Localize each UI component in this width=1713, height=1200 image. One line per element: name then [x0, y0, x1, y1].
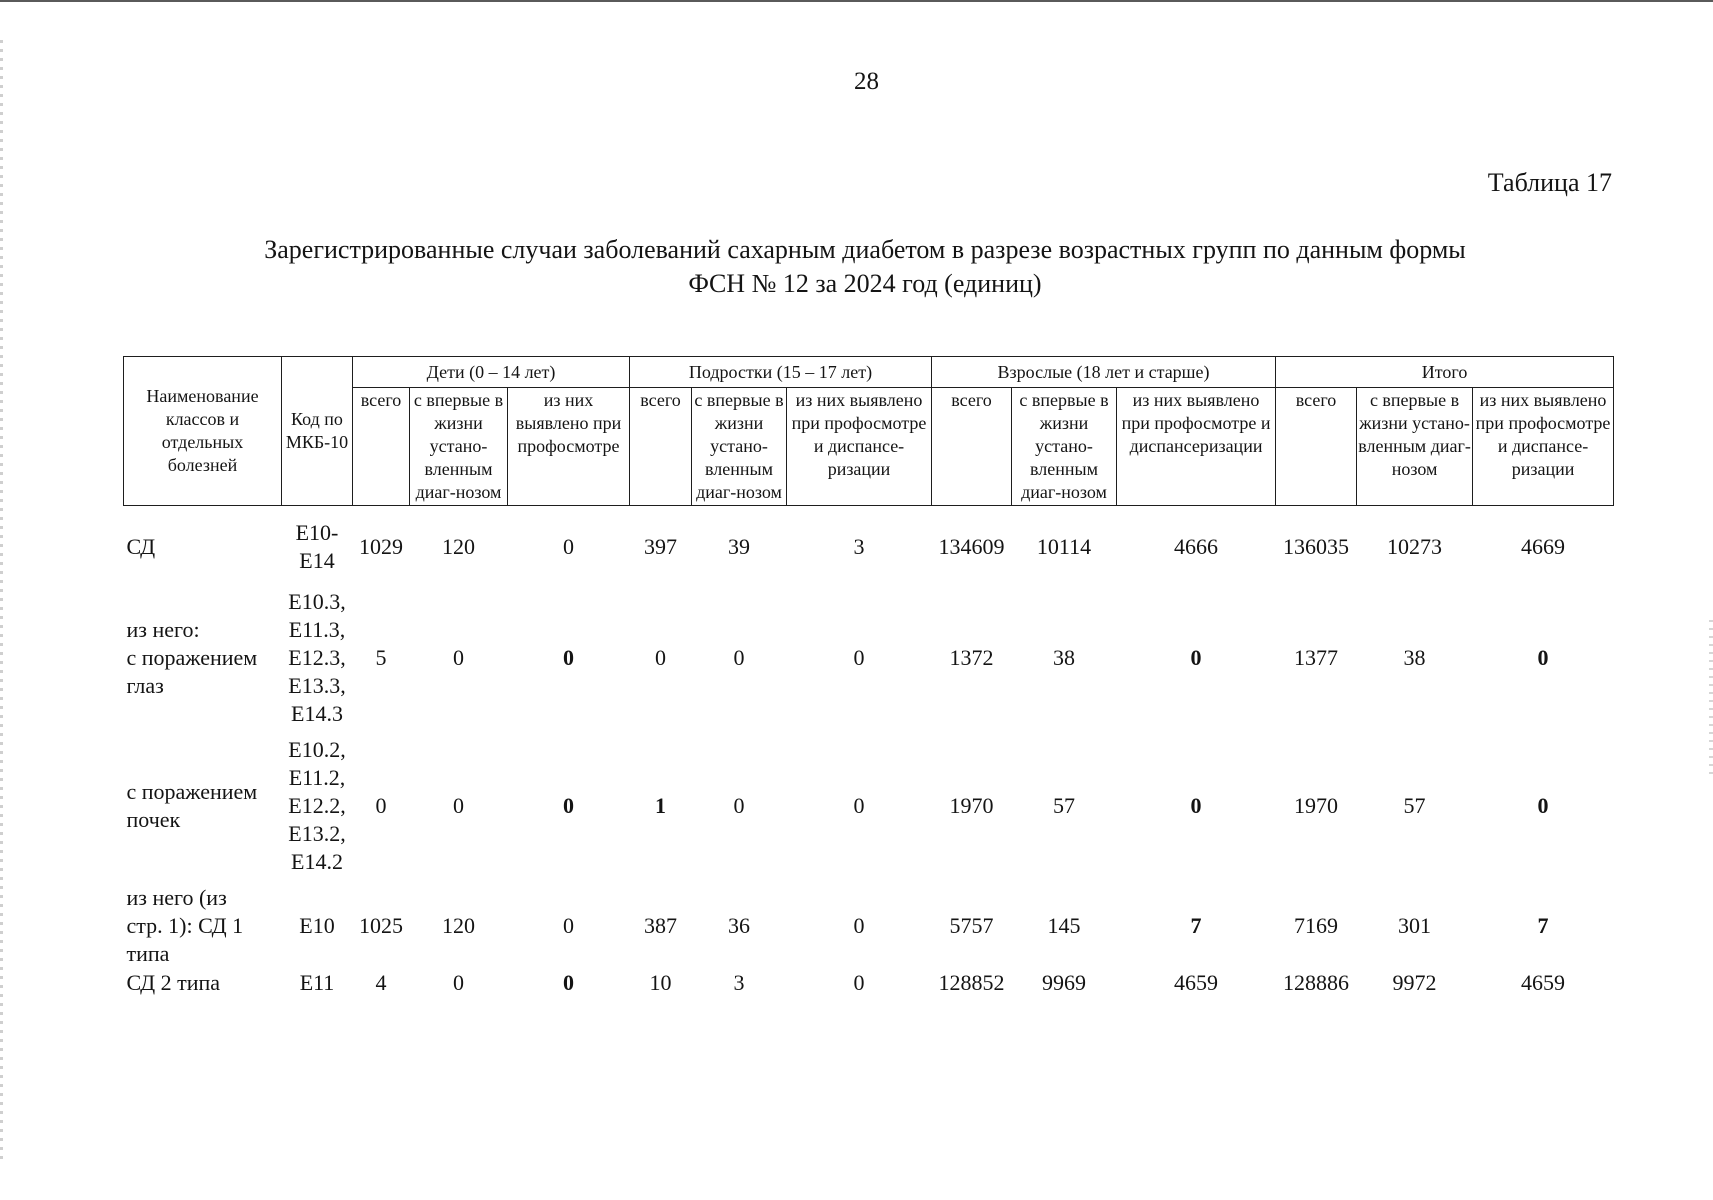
value-cell: 1372	[949, 645, 994, 670]
value-cell: 4659	[1174, 970, 1219, 995]
row-name: из него (из стр. 1): СД 1 типа	[126, 885, 244, 966]
value-cell: 10	[649, 970, 672, 995]
value-cell: 387	[644, 913, 677, 938]
value-cell: 5757	[949, 913, 994, 938]
table-row	[124, 506, 1614, 589]
statistics-table	[123, 356, 1614, 997]
header-group-adults: Взрослые (18 лет и старше)	[932, 357, 1276, 388]
value-cell: 145	[1047, 913, 1081, 938]
table-row	[124, 588, 1614, 728]
value-cell: 1	[655, 792, 666, 818]
row-code: E10.3, E11.3, E12.3, E13.3, E14.3	[288, 589, 346, 726]
subheader-first-diagnosed: с впервые в жизни устано-вленным диаг-нозом	[1357, 388, 1473, 506]
value-cell: 3	[733, 970, 745, 995]
value-cell: 120	[442, 913, 475, 938]
value-cell: 0	[453, 970, 464, 995]
subheader-checkup: из них выявлено при профосмотре и диспансе-ризации	[787, 388, 932, 506]
value-cell: 39	[728, 534, 750, 559]
value-cell: 0	[1537, 645, 1549, 670]
value-cell: 0	[853, 970, 865, 995]
value-cell: 0	[453, 645, 464, 670]
value-cell: 128852	[938, 970, 1005, 995]
header-row-groups	[124, 357, 1614, 388]
table-row	[124, 969, 1614, 997]
value-cell: 36	[728, 913, 750, 938]
value-cell: 7	[1537, 913, 1549, 938]
value-cell: 10114	[1036, 534, 1092, 559]
value-cell: 136035	[1283, 534, 1350, 559]
value-cell: 0	[453, 792, 464, 818]
value-cell: 4	[375, 970, 387, 995]
value-cell: 1025	[359, 913, 403, 938]
value-cell: 4666	[1174, 534, 1219, 559]
header-code: Код по МКБ-10	[282, 357, 353, 506]
value-cell: 0	[563, 534, 574, 559]
value-cell: 1029	[359, 534, 403, 559]
value-cell: 9972	[1392, 970, 1437, 995]
value-cell: 0	[655, 645, 666, 670]
value-cell: 134609	[938, 534, 1005, 559]
value-cell: 7	[1190, 913, 1202, 938]
row-code: E10	[299, 913, 335, 938]
value-cell: 10273	[1387, 534, 1443, 559]
value-cell: 57	[1403, 792, 1426, 818]
value-cell: 0	[563, 792, 574, 818]
row-name: из него: с поражением глаз	[126, 617, 258, 698]
subheader-checkup: из них выявлено при профосмотре	[508, 388, 630, 506]
value-cell: 0	[733, 645, 745, 670]
subheader-first-diagnosed: с впервые в жизни устано-вленным диаг-нозом	[692, 388, 787, 506]
value-cell: 1970	[1294, 792, 1339, 818]
value-cell: 7169	[1294, 913, 1339, 938]
value-cell: 0	[853, 913, 865, 938]
value-cell: 0	[563, 645, 574, 670]
subheader-checkup: из них выявлено при профосмотре и диспансеризации	[1117, 388, 1276, 506]
scan-edge	[1709, 620, 1713, 780]
subheader-first-diagnosed: с впервые в жизни устано-вленным диаг-нозом	[1012, 388, 1117, 506]
subheader-checkup: из них выявлено при профосмотре и диспансе-ризации	[1473, 388, 1614, 506]
header-group-children: Дети (0 – 14 лет)	[353, 357, 630, 388]
value-cell: 57	[1053, 792, 1076, 818]
table-row	[124, 883, 1614, 969]
value-cell: 0	[375, 792, 387, 818]
row-code: E10.2, E11.2, E12.2, E13.2, E14.2	[288, 736, 346, 874]
scan-edge	[0, 0, 1713, 2]
row-code: E10- E14	[295, 520, 339, 573]
header-group-total: Итого	[1276, 357, 1614, 388]
value-cell: 0	[563, 970, 574, 995]
row-name: СД 2 типа	[126, 970, 221, 995]
row-code: E11	[299, 970, 335, 995]
header-name: Наименование классов и отдельных болезней	[124, 357, 282, 506]
value-cell: 9969	[1042, 970, 1087, 995]
value-cell: 1970	[949, 792, 994, 818]
value-cell: 120	[442, 534, 475, 559]
scan-edge	[0, 40, 3, 1160]
value-cell: 0	[1190, 792, 1202, 818]
subheader-total: всего	[353, 388, 410, 506]
value-cell: 4659	[1521, 970, 1566, 995]
value-cell: 3	[853, 534, 865, 559]
subheader-total: всего	[630, 388, 692, 506]
value-cell: 0	[1537, 792, 1549, 818]
value-cell: 5	[375, 645, 387, 670]
value-cell: 0	[1190, 645, 1202, 670]
header-group-teens: Подростки (15 – 17 лет)	[630, 357, 932, 388]
table-label: Таблица 17	[1487, 168, 1612, 197]
value-cell: 301	[1398, 913, 1432, 938]
value-cell: 1377	[1294, 645, 1339, 670]
value-cell: 128886	[1283, 970, 1350, 995]
subheader-first-diagnosed: с впервые в жизни устано-вленным диаг-нозом	[410, 388, 508, 506]
table-row	[124, 728, 1614, 883]
value-cell: 397	[644, 534, 677, 559]
value-cell: 0	[563, 913, 574, 938]
value-cell: 0	[853, 792, 865, 818]
title-line-1: Зарегистрированные случаи заболеваний сахарным диабетом в разрезе возрастных групп по данным формы	[264, 235, 1466, 264]
value-cell: 0	[733, 792, 745, 818]
value-cell: 38	[1403, 645, 1426, 670]
value-cell: 0	[853, 645, 865, 670]
row-name: СД	[126, 534, 156, 559]
row-name: с поражением почек	[126, 778, 258, 832]
value-cell: 38	[1053, 645, 1076, 670]
value-cell: 4669	[1521, 534, 1566, 559]
title-line-2: ФСН № 12 за 2024 год (единиц)	[688, 269, 1042, 298]
table-title	[190, 233, 1540, 301]
subheader-total: всего	[932, 388, 1012, 506]
subheader-total: всего	[1276, 388, 1357, 506]
page-number: 28	[854, 68, 879, 95]
